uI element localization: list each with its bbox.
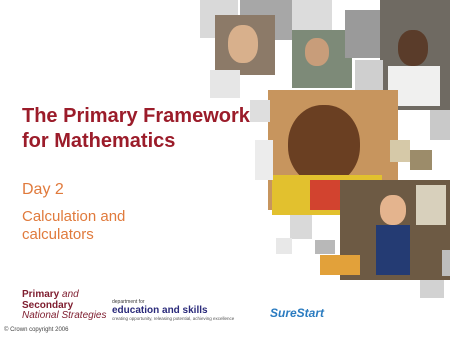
collage-photo-boy-face [380,195,406,225]
slide-title-line2: for Mathematics [22,130,176,152]
slide-subtitle-line1: Calculation and [22,208,126,225]
collage-tile [255,140,273,180]
pns-and: and [62,289,79,300]
surestart-logo: SureStart [270,306,325,320]
collage-tile [355,60,383,90]
slide-subtitle-line2: calculators [22,226,94,243]
collage-tile [290,215,312,239]
slide-subtitle [22,208,182,244]
dfes-logo [112,300,234,321]
collage-tile [410,150,432,170]
slide-title-line1: The Primary Framework [22,105,250,127]
collage-photo-boy-arm [416,185,446,225]
pns-primary: Primary [22,289,60,300]
collage-tile [430,110,450,140]
collage-tile [276,238,292,254]
dfes-tagline: creating opportunity, releasing potential, achieving excellence [112,316,235,321]
collage-tile [442,250,450,276]
collage-photo-child-face [228,25,258,63]
dfes-main-text: education and skills [112,305,208,316]
collage-tile [250,100,270,122]
pns-national-strategies: National Strategies [22,310,107,321]
dfes-top-text: department for [112,299,145,305]
slide-day: Day 2 [22,181,64,198]
collage-photo-boy-jumper [376,225,410,275]
collage-photo-girl-hair [288,105,360,185]
collage-photo-pupil-face [398,30,428,66]
national-strategies-logo [22,290,107,322]
collage-tile [210,70,240,98]
slide-title [22,104,252,154]
collage-tile [315,240,335,254]
collage-photo-desk [320,255,360,275]
collage-tile [420,280,444,298]
collage-tile [390,140,410,162]
pns-secondary: Secondary [22,299,74,311]
copyright-notice: © Crown copyright 2006 [4,327,69,333]
collage-photo-classroom-face [305,38,329,66]
